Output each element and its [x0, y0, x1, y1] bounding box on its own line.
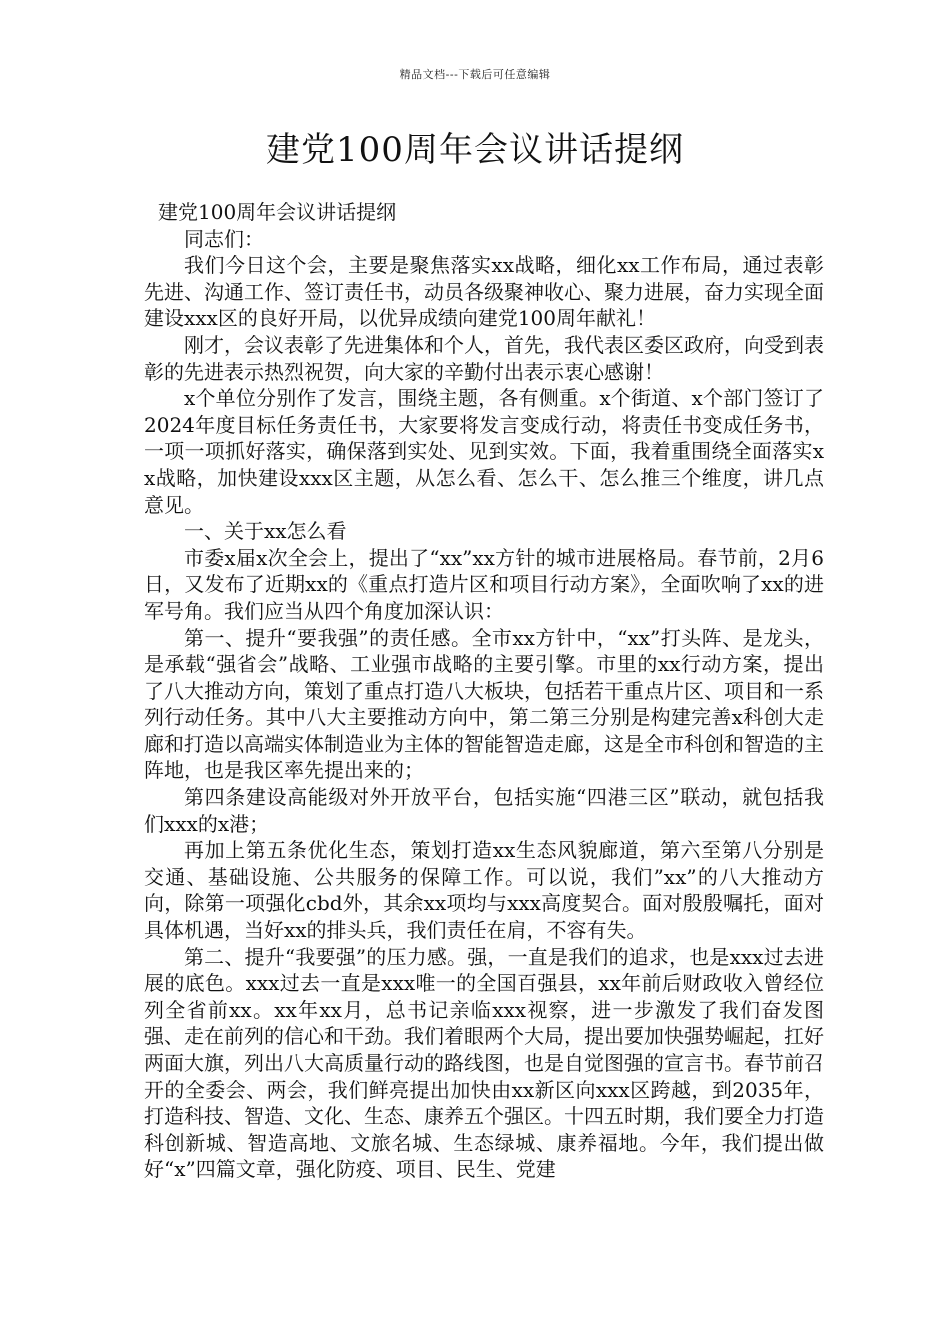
- section-heading: 一、关于xx怎么看: [184, 519, 347, 544]
- paragraph: 第一、提升“要我强”的责任感。全市xx方针中，“xx”打头阵、是龙头，是承载“强省会”战略、工业强市战略的主要引擎。市里的xx行动方案，提出了八大推动方向，策划了重点打造八大板块，包括若干重点片区、项目和一系列行动任务。其中八大主要推动方向中，第二第三分别是构建完善x科创大走廊和打造以高端实体制造业为主体的智能智造走廊，这是全市科创和智造的主阵地，也是我区率先提出来的；: [144, 625, 824, 783]
- header-note: 精品文档---下载后可任意编辑: [399, 68, 551, 81]
- document-body: [144, 199, 824, 1183]
- paragraph: x个单位分别作了发言，围绕主题，各有侧重。x个街道、x个部门签订了2024年度目标任务责任书，大家要将发言变成行动，将责任书变成任务书，一项一项抓好落实，确保落到实处、见到实效。下面，我着重围绕全面落实xx战略，加快建设xxx区主题，从怎么看、怎么干、怎么推三个维度，讲几点意见。: [144, 386, 824, 517]
- body-subtitle: 建党100周年会议讲话提纲: [158, 200, 397, 224]
- paragraph: 再加上第五条优化生态，策划打造xx生态风貌廊道，第六至第八分别是交通、基础设施、公共服务的保障工作。可以说，我们”xx”的八大推动方向，除第一项强化cbd外，其余xx项均与xxx高度契合。面对殷殷嘱托，面对具体机遇，当好xx的排头兵，我们责任在肩，不容有失。: [144, 838, 824, 943]
- paragraph: 第四条建设高能级对外开放平台，包括实施“四港三区”联动，就包括我们xxx的x港；: [144, 785, 824, 836]
- paragraph: 第二、提升“我要强”的压力感。强，一直是我们的追求，也是xxx过去进展的底色。xxx过去一直是xxx唯一的全国百强县，xx年前后财政收入曾经位列全省前xx。xx年xx月，总书记亲临xxx视察，进一步激发了我们奋发图强、走在前列的信心和干劲。我们着眼两个大局，提出要加快强势崛起，扛好两面大旗，列出八大高质量行动的路线图，也是自觉图强的宣言书。春节前召开的全委会、两会，我们鲜亮提出加快由xx新区向xxx区跨越，到2035年，打造科技、智造、文化、生态、康养五个强区。十四五时期，我们要全力打造科创新城、智造高地、文旅名城、生态绿城、康养福地。今年，我们提出做好“x”四篇文章，强化防疫、项目、民生、党建: [144, 944, 824, 1182]
- paragraph: 我们今日这个会，主要是聚焦落实xx战略，细化xx工作布局，通过表彰先进、沟通工作、签订责任书，动员各级聚神收心、聚力进展，奋力实现全面建设xxx区的良好开局，以优异成绩向建党100周年献礼！: [144, 253, 824, 331]
- paragraph: 刚才，会议表彰了先进集体和个人，首先，我代表区委区政府，向受到表彰的先进表示热烈祝贺，向大家的辛勤付出表示衷心感谢！: [144, 332, 824, 384]
- salutation: 同志们：: [184, 226, 264, 251]
- document-title: 建党100周年会议讲话提纲: [266, 130, 684, 170]
- paragraph: 市委x届x次全会上，提出了“xx”xx方针的城市进展格局。春节前，2月6日，又发布了近期xx的《重点打造片区和项目行动方案》，全面吹响了xx的进军号角。我们应当从四个角度加深认识：: [144, 545, 824, 623]
